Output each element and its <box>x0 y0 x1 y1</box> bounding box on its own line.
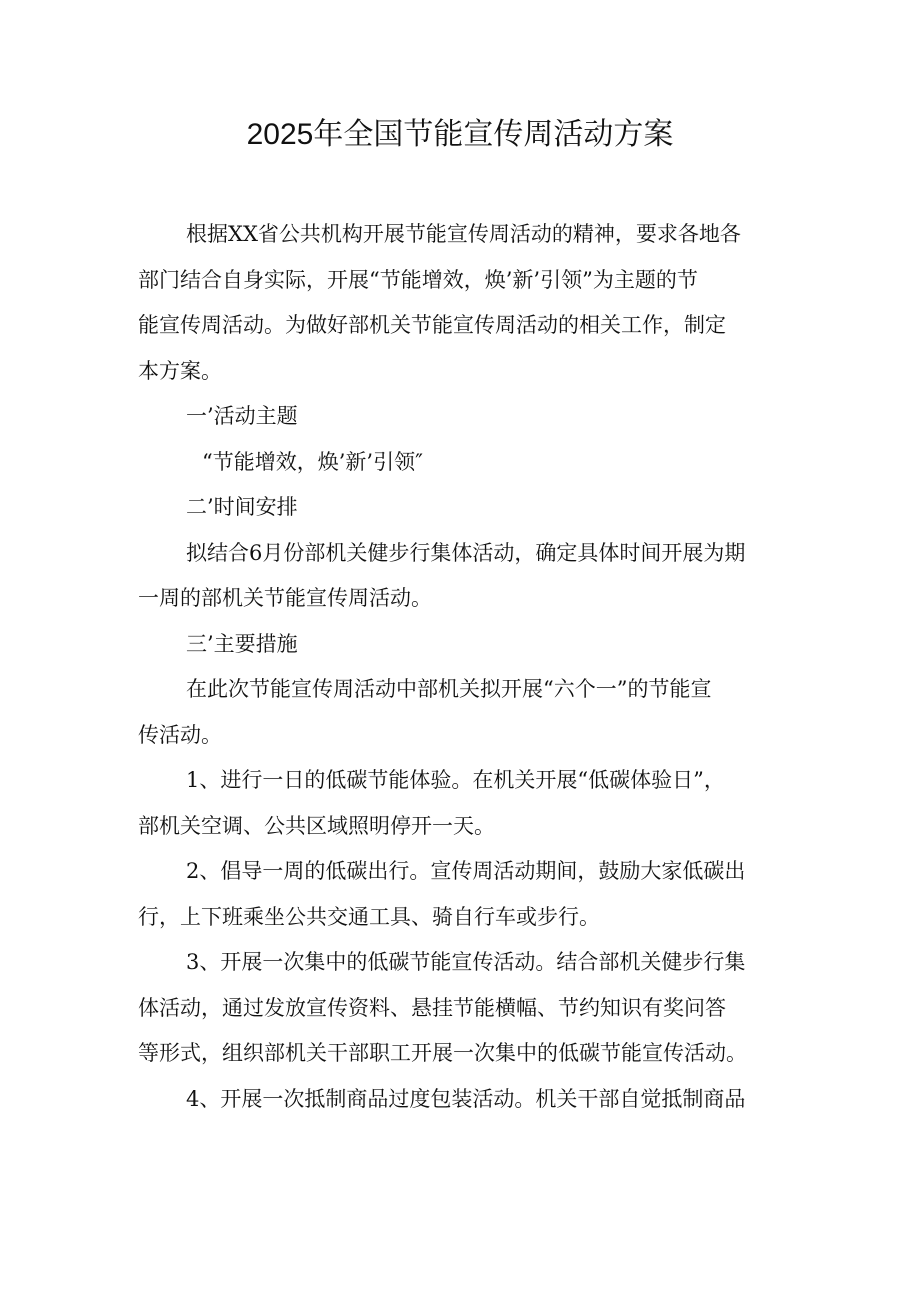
document-title: 2025年全国节能宣传周活动方案 <box>246 118 674 151</box>
text-line: 等形式，组织部机关干部职工开展一次集中的低碳节能宣传活动。 <box>138 1041 747 1065</box>
section-heading: 三’主要措施 <box>186 631 298 656</box>
text-line: 能宣传周活动。为做好部机关节能宣传周活动的相关工作，制定 <box>138 313 726 337</box>
section-heading: 二’时间安排 <box>186 495 298 519</box>
measure-item-2 <box>138 849 792 940</box>
text-line: 一周的部机关节能宣传周活动。 <box>138 586 432 610</box>
text-line: 部机关空调、公共区域照明停开一天。 <box>138 813 495 838</box>
text-line: 传活动。 <box>138 722 222 747</box>
text-line: 行，上下班乘坐公共交通工具、骑自行车或步行。 <box>138 904 600 929</box>
theme-quote <box>138 440 792 486</box>
paragraph-intro <box>138 212 792 394</box>
section-heading-theme <box>138 394 792 440</box>
text-line: 3、开展一次集中的低碳节能宣传活动。结合部机关健步行集 <box>186 950 746 974</box>
paragraph-schedule <box>138 531 792 622</box>
section-heading-measures <box>138 622 792 668</box>
text-line: 部门结合自身实际，开展“节能增效，焕’新’引领”为主题的节 <box>138 267 698 292</box>
text-line: 体活动，通过发放宣传资料、悬挂节能横幅、节约知识有奖问答 <box>138 995 726 1020</box>
text-line: 2、倡导一周的低碳出行。宣传周活动期间，鼓励大家低碳出 <box>186 859 746 883</box>
paragraph-measures-intro <box>138 667 792 758</box>
section-heading: 一’活动主题 <box>186 404 298 428</box>
measure-item-1 <box>138 758 792 849</box>
text-line: 根据XX省公共机构开展节能宣传周活动的精神，要求各地各 <box>186 222 741 246</box>
document-body <box>138 212 792 1122</box>
section-heading-schedule <box>138 485 792 531</box>
text-line: 4、开展一次抵制商品过度包装活动。机关干部自觉抵制商品 <box>186 1086 746 1111</box>
text-line: 拟结合6月份部机关健步行集体活动，确定具体时间开展为期 <box>186 540 746 565</box>
text-line: 在此次节能宣传周活动中部机关拟开展“六个一”的节能宣 <box>186 677 712 701</box>
text-line: 1、进行一日的低碳节能体验。在机关开展“低碳体验日”， <box>186 768 725 792</box>
quote-text: “节能增效，焕’新’引领″ <box>202 449 423 474</box>
measure-item-4 <box>138 1077 792 1123</box>
text-line: 本方案。 <box>138 358 222 383</box>
measure-item-3 <box>138 940 792 1077</box>
